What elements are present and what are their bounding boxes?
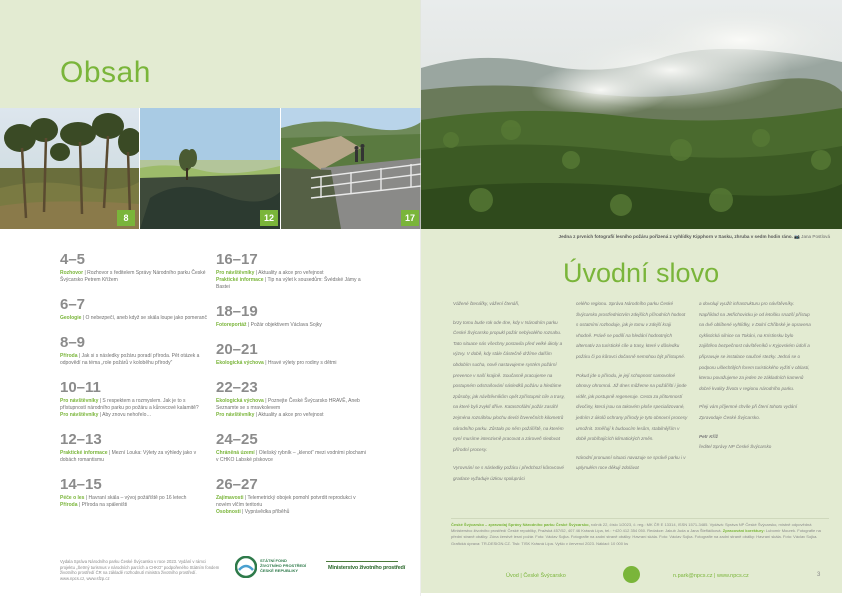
toc-column-2 [216, 252, 366, 529]
toc-entry[interactable] [216, 477, 366, 516]
toc-description: Pro návštěvníky | Aktuality a akce pro veřejnost Praktické informace | Tip na výlet k sousedům: Švédské Jámy a Bastei [216, 270, 361, 290]
ministry-logo-rule [326, 561, 398, 562]
toc-description: Chráněná území | Olešský rybník – „klenot“ mezi vodními plochami v CHKO Labské pískovce [216, 450, 366, 463]
photo-rock-landscape [140, 108, 280, 229]
toc-description: Pro návštěvníky | S respektem a rozmyslem. Jak je to s přístupností národního parku po požáru a kůrovcové kalamitě? Pro návštěvníky | Aby znovu nehořelo… [60, 398, 199, 418]
photo-pine-forest [0, 108, 139, 229]
toc-page-range: 10–11 [60, 379, 101, 396]
toc-description: Ekologická výchova | Poznejte České Švýcarsko HRAVĚ, Aneb Seznamte se s mravkolevem Pro návštěvníky | Aktuality a akce pro veřejnost [216, 398, 360, 418]
imprint-divider [451, 518, 829, 519]
photo-strip [0, 108, 421, 229]
toc-description: Geologie | O nebezpečí, aneb když se skála loupe jako pomeranč [60, 315, 207, 321]
toc-entry[interactable] [60, 335, 210, 367]
toc-entry[interactable] [60, 477, 210, 509]
sponsor-footer [60, 555, 422, 585]
photo-viewpoint-platform [281, 108, 421, 229]
page-number-badge: 12 [260, 210, 278, 226]
toc-page-range: 20–21 [216, 341, 258, 358]
ministry-logo-text: Ministerstvo životního prostředí [328, 565, 406, 571]
toc-page-range: 18–19 [216, 303, 258, 320]
publisher-note: Vydala Správa Národního parku České Švýcarsko v roce 2023. Vydání v rámci projektu „Šetrný turismus v národních parcích a CHKO“ podpořeného Státním fondem životního prostředí ČR na základě rozhodnutí ministra životního prostředí. www.npcs.cz, www.sfzp.cz [60, 559, 220, 581]
toc-entry[interactable] [216, 432, 366, 464]
toc-column-1 [60, 252, 210, 522]
camera-icon: 📷 [794, 234, 800, 239]
intro-page [421, 0, 842, 596]
text-column-1: Vážené čtenářky, vážení čtenáři, brzy tomu bude rok ode dne, kdy v Národním parku České Švýcarsko propukl požár nebývalého rozsahu. Tato situace nás všechny postavila před velké úkoly a výzvy. V době, kdy stále částečně držíme dalším obdobím sucha, nově nastavujeme systém požární prevence v naší krajině. Současně pracujeme na postupném odstraňování následků požáru a hledáme způsoby, jak návštěvníkům opět zpřístupnit cíle a trasy, na které byli zvyklí dříve. Katastrofální požár zasáhl zejména rozsáhlou plochu devíti čtverečních kilometrů národního parku. Zůstalo po něm požářiště, na kterém nyní musíme intenzivně pracovat a zároveň sledovat přírodní procesy. Vyrovnání se s následky požáru i předchozí kůrovcové gradace vyžaduje úzkou spolupráci [453, 301, 565, 481]
toc-page-range: 16–17 [216, 251, 258, 268]
hero-photo-forest-fire [421, 0, 842, 229]
footer-logo-icon [623, 566, 640, 583]
photo-caption: Jedna z prvních fotografií lesního požáru pořízená z vyhlídky Kipphorn v Sasku, zhruba v sedm hodin ráno. 📷 Jana Postlová [558, 234, 830, 239]
state-fund-logo-text: STÁTNÍ FOND ŽIVOTNÍHO PROSTŘEDÍ ČESKÉ REPUBLIKY [260, 558, 307, 573]
toc-page-range: 6–7 [60, 296, 86, 313]
page-number-badge: 8 [117, 210, 135, 226]
toc-entry[interactable] [216, 380, 366, 419]
section-title: Úvodní slovo [563, 258, 720, 288]
toc-entry[interactable] [216, 304, 366, 329]
toc-description: Ekologická výchova | Hravé výlety pro rodiny s dětmi [216, 360, 337, 366]
toc-page-range: 8–9 [60, 334, 86, 351]
text-column-3: a dovoluji využít infrastrukturu pro návštěvníky. Například na Jetřichovicku je od letošku snazší přístup na dvě oblíbené vyhlídky, v Dolní Chřibské je opravena cyklistická silnice na Tokáni, na Kristinsku bylo zajištěno bezpečnost návštěvníků v Kyjovském údolí a připravuje se instalace naučné stezky. Jedná se o podporu ušlechtilých forem turistického vyžití v oblasti, kterou považujeme za jeden ze základních kamenů dobré kvality života v regionu národního parku. Přeji vám příjemné chvíle při čtení tohoto vydání Zpravodaje České Švýcarsko. Petr Kříž ředitel Správy NP České Švýcarsko [699, 301, 811, 450]
toc-entry[interactable] [60, 252, 210, 284]
toc-page-range: 26–27 [216, 476, 258, 493]
toc-entry[interactable] [60, 380, 210, 419]
footer-contact[interactable]: n.park@npcs.cz | www.npcs.cz [673, 573, 749, 579]
toc-description: Péče o les | Havraní skála – vývoj požářiště po 16 letech Příroda | Příroda na spáleništi [60, 495, 187, 508]
text-column-2: celého regionu. Správa Národního parku České Švýcarsko prostřednictvím zdejších přírodních hodnot s ostatními rozhoduje, jak je tomu v zdejší kraji vhodně. Právě se podílí na hledání hodnotných alternativ za turistické cíle a trasy, které v důsledku požáru či po kůrovci dočasně nemohou být přístupné. Pokud jde o přírodu, je její schopnost samovolné obnovy ohromná. Již dnes můžeme na požářišti i jinde vidět, jak postupně regeneruje. Cesta za přitomností divočiny, která jsou na takovém ploše specializované, jedním z úkolů ochrany přírody je tyto obnovní procesy umožnit. Směřují k budoucím lesům, stabilnějším v době probíhajících klimatických změn. Národní pronuaní situaci navazuje se správě parku i v uplynulém roce děkuji zdolávat [576, 301, 688, 471]
toc-description: Příroda | Jak si s následky požáru poradí příroda. Pět otázek a odpovědí na téma „role požárů v koloběhu přírody“ [60, 353, 200, 366]
toc-entry[interactable] [60, 432, 210, 464]
toc-description: Fotoreportáž | Požár objektivem Václava Sojky [216, 322, 322, 328]
toc-description: Zajímavosti | Telemetrický obojek pomohl potvrdit reprodukci v novém vlčím teritoriu Osobnosti | Vyprávědka příběhů [216, 495, 356, 515]
toc-description: Rozhovor | Rozhovor s ředitelem Správy Národního parku České Švýcarsko Petrem Křížem [60, 270, 206, 283]
state-fund-logo-icon [235, 556, 257, 578]
page-number: 3 [817, 572, 821, 578]
toc-page-range: 14–15 [60, 476, 102, 493]
toc-page-range: 24–25 [216, 431, 258, 448]
toc-page-range: 22–23 [216, 379, 258, 396]
page-title: Obsah [60, 56, 151, 89]
toc-page-range: 12–13 [60, 431, 102, 448]
toc-entry[interactable] [216, 342, 366, 367]
toc-entry[interactable] [60, 297, 210, 322]
title-band [0, 0, 421, 108]
toc-description: Praktické informace | Mezní Louka: Výlety za výhledy jako v dobách romantismu [60, 450, 197, 463]
footer-section-label: Úvod | České Švýcarsko [506, 573, 566, 579]
toc-entry[interactable] [216, 252, 366, 291]
imprint: České Švýcarsko – zpravodaj Správy Národního parku České Švýcarsko, ročník 22, číslo 1/2023, č. reg.: MK ČR E 13314, ISSN 1571-3485. Vydává: Správa NP České Švýcarsko, místně odpovědná Ministerstvo životního prostředí České republiky, Pražská 457/52, 407 46 Krásná Lípa, tel.: +420 412 354 050. Redakce: Jakub Juda a Jana Štefláčková. Zpracování korektury: Lubomír Mourek. Fotografie na přední straně obálky: Zóna čerstvě lesní požár. Foto: Václav Sojka. Fotografie na zadní straně obálky: Havraní skála. Foto: Václav Sojka. Fotografie na zadní straně obálky: Havraní skála. Foto: Václav Sojka. Grafická úprava: TR-DESIGN.CZ. Tisk: TISK Krásná Lípa. Vyšlo v červenci 2023. Náklad: 10 000 ks [451, 522, 821, 546]
page-number-badge: 17 [401, 210, 419, 226]
toc-page-range: 4–5 [60, 251, 86, 268]
